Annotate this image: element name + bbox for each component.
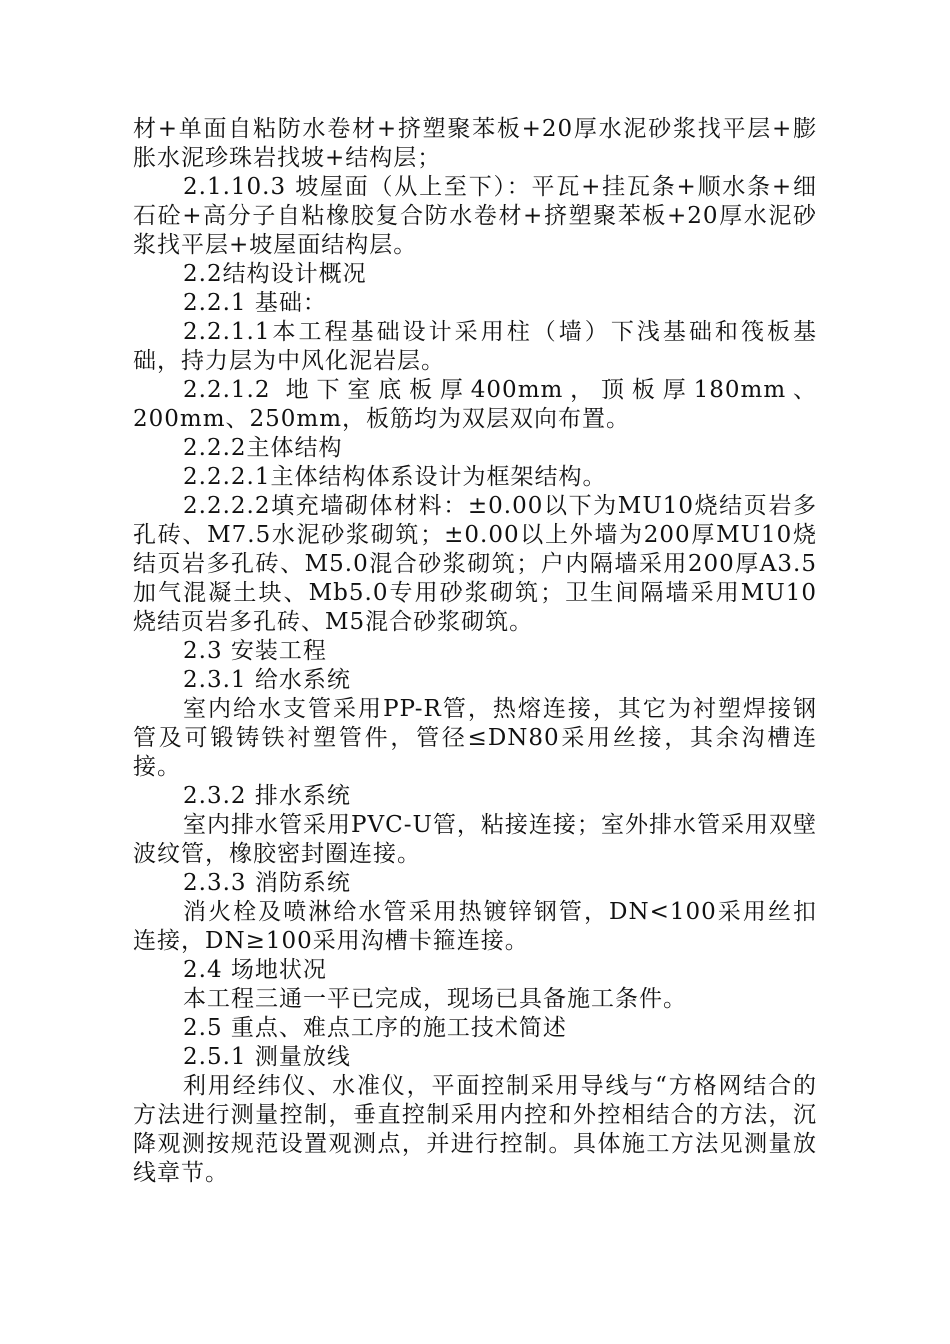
paragraph-water-supply: 室内给水支管采用PP-R管，热熔连接，其它为衬塑焊接钢管及可锻铸铁衬塑管件，管径≤DN80采用丝接，其余沟槽连接。: [133, 696, 817, 780]
paragraph-infill-wall-materials: 2.2.2.2填充墙砌体材料：±0.00以下为MU10烧结页岩多孔砖、M7.5水泥砂浆砌筑；±0.00以上外墙为200厚MU10烧结页岩多孔砖、M5.0混合砂浆砌筑；户内隔墙采用200厚A3.5加气混凝土块、Mb5.0专用砂浆砌筑；卫生间隔墙采用MU10烧结页岩多孔砖、M5混合砂浆砌筑。: [133, 493, 817, 635]
heading-water-supply: 2.3.1 给水系统: [183, 667, 351, 693]
heading-fire-protection: 2.3.3 消防系统: [183, 870, 351, 896]
heading-installation: 2.3 安装工程: [183, 638, 327, 664]
paragraph-survey: 利用经纬仪、水准仪，平面控制采用导线与“方格网结合的方法进行测量控制，垂直控制采用内控和外控相结合的方法，沉降观测按规范设置观测点，并进行控制。具体施工方法见测量放线章节。: [133, 1073, 817, 1186]
paragraph-structure-system: 2.2.2.1主体结构体系设计为框架结构。: [183, 464, 607, 490]
heading-main-structure: 2.2.2主体结构: [183, 435, 343, 461]
heading-drainage: 2.3.2 排水系统: [183, 783, 351, 809]
heading-site-conditions: 2.4 场地状况: [183, 957, 327, 983]
paragraph-roof-layers-continued: 材+单面自粘防水卷材+挤塑聚苯板+20厚水泥砂浆找平层+膨胀水泥珍珠岩找坡+结构层；: [133, 116, 817, 171]
heading-survey: 2.5.1 测量放线: [183, 1044, 351, 1070]
paragraph-fire-protection: 消火栓及喷淋给水管采用热镀锌钢管，DN<100采用丝扣连接，DN≥100采用沟槽卡箍连接。: [133, 899, 817, 954]
heading-structural-design: 2.2结构设计概况: [183, 261, 367, 287]
paragraph-drainage: 室内排水管采用PVC-U管，粘接连接；室外排水管采用双壁波纹管，橡胶密封圈连接。: [133, 812, 817, 867]
heading-key-processes: 2.5 重点、难点工序的施工技术简述: [183, 1015, 567, 1041]
heading-foundation: 2.2.1 基础：: [183, 290, 327, 316]
paragraph-basement-slab: 2.2.1.2 地下室底板厚400mm，顶板厚180mm、200mm、250mm，板筋均为双层双向布置。: [133, 377, 817, 432]
paragraph-site-conditions: 本工程三通一平已完成，现场已具备施工条件。: [183, 986, 687, 1012]
document-body: [133, 115, 817, 1188]
paragraph-foundation-design: 2.2.1.1本工程基础设计采用柱（墙）下浅基础和筏板基础，持力层为中风化泥岩层。: [133, 319, 817, 374]
paragraph-pitched-roof: 2.1.10.3 坡屋面（从上至下）：平瓦+挂瓦条+顺水条+细石砼+高分子自粘橡胶复合防水卷材+挤塑聚苯板+20厚水泥砂浆找平层+坡屋面结构层。: [133, 174, 817, 258]
